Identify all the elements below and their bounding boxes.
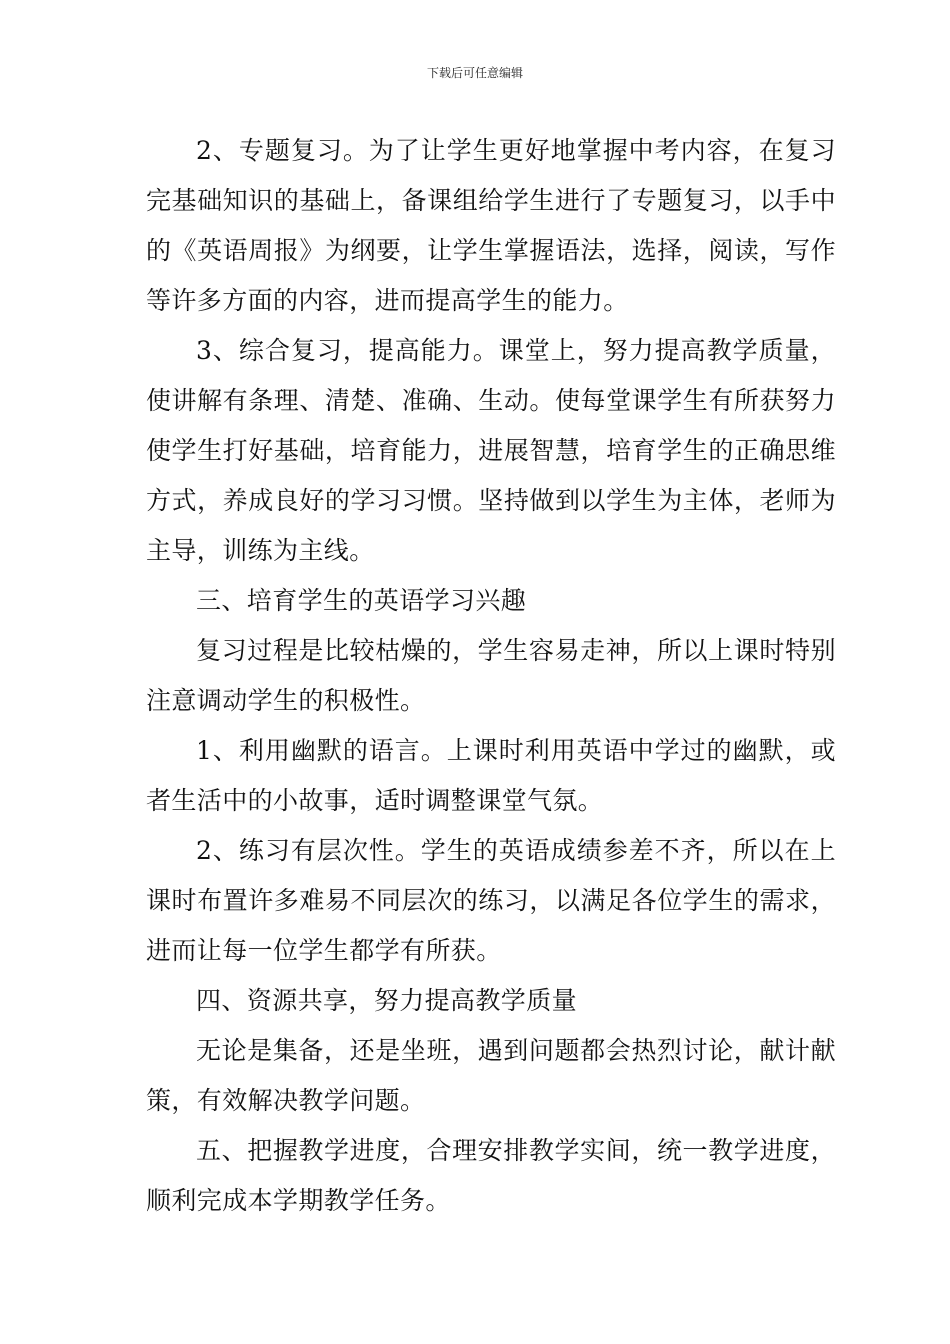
paragraph-humor: 1、利用幽默的语言。上课时利用英语中学过的幽默，或者生活中的小故事，适时调整课堂气氛。 <box>146 736 836 815</box>
paragraph-review-process: 复习过程是比较枯燥的，学生容易走神，所以上课时特别注意调动学生的积极性。 <box>146 636 836 715</box>
paragraph-collective-prep: 无论是集备，还是坐班，遇到问题都会热烈讨论，献计献策，有效解决教学问题。 <box>146 1036 836 1115</box>
section-heading-resource-sharing: 四、资源共享，努力提高教学质量 <box>196 986 578 1015</box>
page-header-note: 下载后可任意编辑 <box>426 66 523 80</box>
document-body <box>146 126 836 1226</box>
section-heading-interest: 三、培育学生的英语学习兴趣 <box>196 586 527 615</box>
paragraph-layered-practice: 2、练习有层次性。学生的英语成绩参差不齐，所以在上课时布置许多难易不同层次的练习，以满足各位学生的需求，进而让每一位学生都学有所获。 <box>146 836 836 965</box>
section-heading-teaching-progress: 五、把握教学进度，合理安排教学实间，统一教学进度，顺利完成本学期教学任务。 <box>146 1136 836 1215</box>
paragraph-review-topics: 2、专题复习。为了让学生更好地掌握中考内容，在复习完基础知识的基础上，备课组给学生进行了专题复习，以手中的《英语周报》为纲要，让学生掌握语法，选择，阅读，写作等许多方面的内容，进而提高学生的能力。 <box>146 136 836 315</box>
paragraph-comprehensive-review: 3、综合复习，提高能力。课堂上，努力提高教学质量，使讲解有条理、清楚、准确、生动。使每堂课学生有所获努力使学生打好基础，培育能力，进展智慧，培育学生的正确思维方式，养成良好的学习习惯。坚持做到以学生为主体，老师为主导，训练为主线。 <box>146 336 836 565</box>
